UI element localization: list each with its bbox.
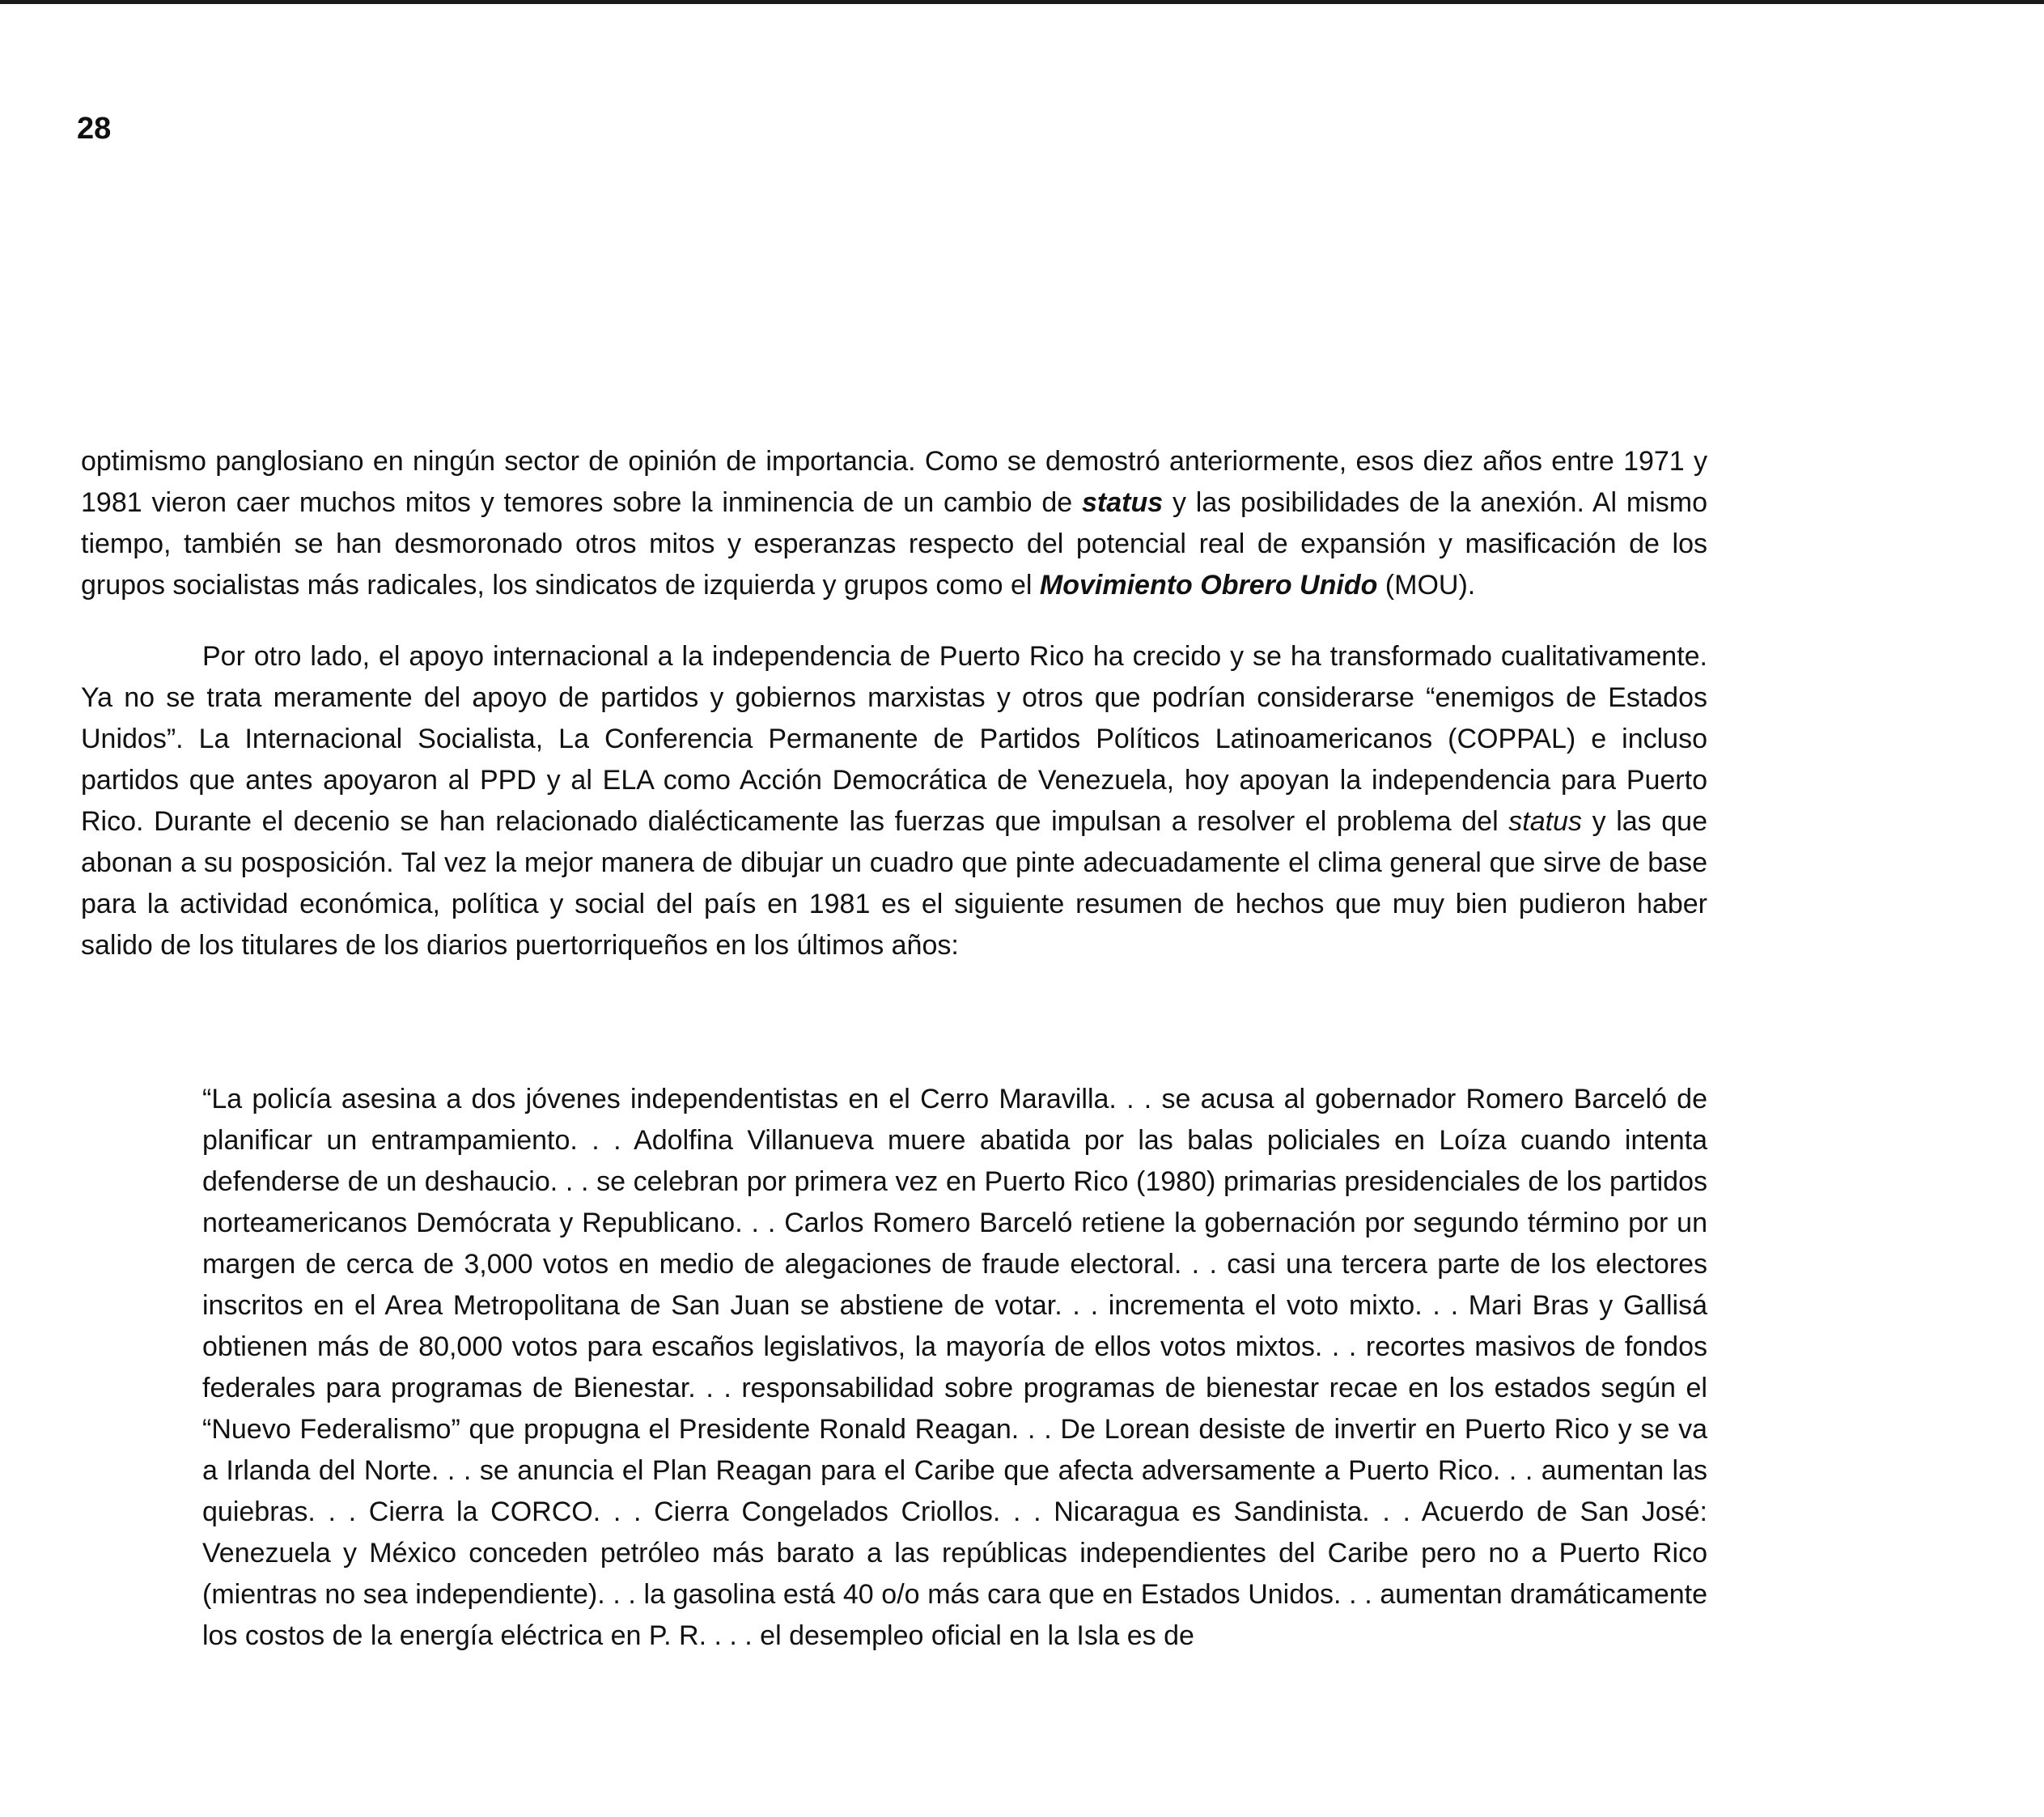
- term-status: status: [1508, 806, 1582, 837]
- term-status: status: [1082, 487, 1164, 518]
- paragraph-1-text-b: y las posibilidades de la anexión. Al mismo tiempo, también se han desmoronado otros mitos y esperanzas respecto del potencial real de expansión y masificación de los grupos socialistas más radicales, los sindicatos de izquierda y grupos como el: [81, 487, 1707, 601]
- paragraph-1: [81, 441, 1707, 606]
- term-movimiento-obrero-unido: Movimiento Obrero Unido: [1039, 570, 1378, 601]
- paragraph-1-text-c: (MOU).: [1377, 570, 1476, 601]
- body-text: [81, 441, 1707, 966]
- block-quote: “La policía asesina a dos jóvenes independentistas en el Cerro Maravilla. . . se acusa al gobernador Romero Barceló de planificar un entrampamiento. . . Adolfina Villanueva muere abatida por las balas policiales en Loíza cuando intenta defenderse de un deshaucio. . . se celebran por primera vez en Puerto Rico (1980) primarias presidenciales de los partidos norteamericanos Demócrata y Republicano. . . Carlos Romero Barceló retiene la gobernación por segundo término por un margen de cerca de 3,000 votos en medio de alegaciones de fraude electoral. . . casi una tercera parte de los electores inscritos en el Area Metropolitana de San Juan se abstiene de votar. . . incrementa el voto mixto. . . Mari Bras y Gallisá obtienen más de 80,000 votos para escaños legislativos, la mayoría de ellos votos mixtos. . . recortes masivos de fondos federales para programas de Bienestar. . . responsabilidad sobre programas de bienestar recae en los estados según el “Nuevo Federalismo” que propugna el Presidente Ronald Reagan. . . De Lorean desiste de invertir en Puerto Rico y se va a Irlanda del Norte. . . se anuncia el Plan Reagan para el Caribe que afecta adversamente a Puerto Rico. . . aumentan las quiebras. . . Cierra la CORCO. . . Cierra Congelados Criollos. . . Nicaragua es Sandinista. . . Acuerdo de San José: Venezuela y México conceden petróleo más barato a las repúblicas independientes del Caribe pero no a Puerto Rico (mientras no sea independiente). . . la gasolina está 40 o/o más cara que en Estados Unidos. . . aumentan dramáticamente los costos de la energía eléctrica en P. R. . . . el desempleo oficial en la Isla es de: [202, 1084, 1707, 1651]
- paragraph-2: [81, 636, 1707, 966]
- paragraph-1-text-a: optimismo panglosiano en ningún sector de opinión de importancia. Como se demostró anteriormente, esos diez años entre 1971 y 1981 vieron caer muchos mitos y temores sobre la inminencia de un cambio de: [81, 446, 1707, 518]
- paragraph-2-text-b: y las que abonan a su posposición. Tal vez la mejor manera de dibujar un cuadro que pinte adecuadamente el clima general que sirve de base para la actividad económica, política y social del país en 1981 es el siguiente resumen de hechos que muy bien pudieron haber salido de los titulares de los diarios puertorriqueños en los últimos años:: [81, 806, 1707, 961]
- paragraph-2-text-a: Por otro lado, el apoyo internacional a la independencia de Puerto Rico ha crecido y se ha transformado cualitativamente. Ya no se trata meramente del apoyo de partidos y gobiernos marxistas y otros que podrían considerarse “enemigos de Estados Unidos”. La Internacional Socialista, La Conferencia Permanente de Partidos Políticos Latinoamericanos (COPPAL) e incluso partidos que antes apoyaron al PPD y al ELA como Acción Democrática de Venezuela, hoy apoyan la independencia para Puerto Rico. Durante el decenio se han relacionado dialécticamente las fuerzas que impulsan a resolver el problema del: [81, 641, 1707, 837]
- top-border-rule: [0, 0, 2044, 4]
- page-number: 28: [77, 112, 112, 146]
